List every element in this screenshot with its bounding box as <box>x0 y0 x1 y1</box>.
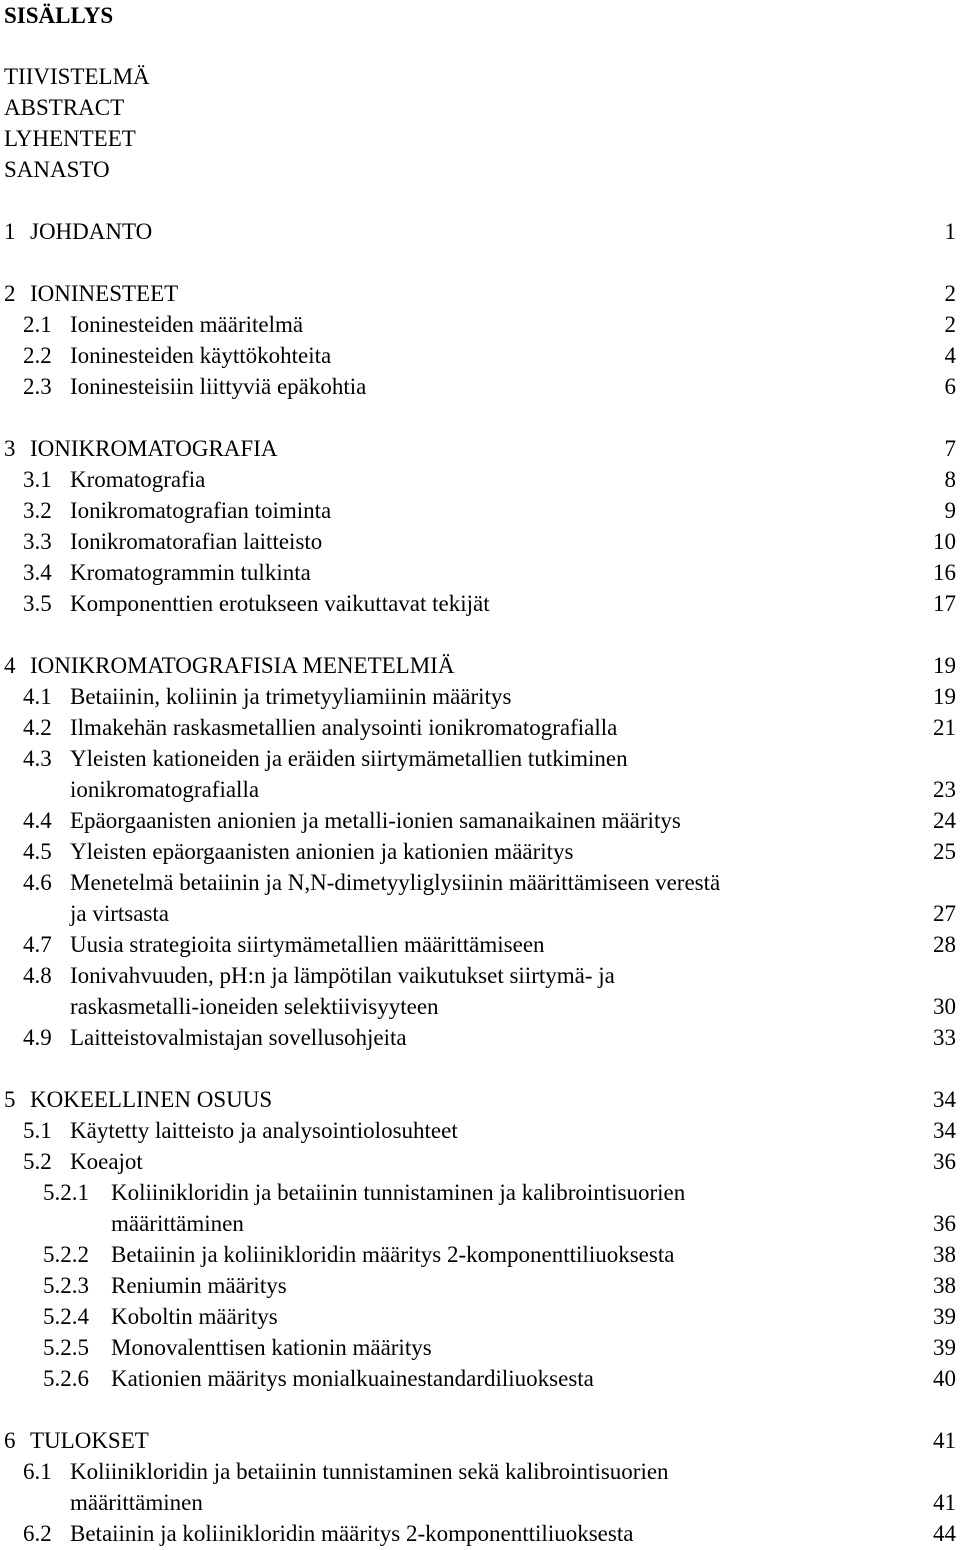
toc-subsection: 5.2.4 Koboltin määritys 39 <box>43 1304 956 1329</box>
toc-section: 4.2 Ilmakehän raskasmetallien analysointi ionikromatografialla 21 <box>23 715 956 740</box>
toc-chapter: 2 IONINESTEET 2 <box>4 281 956 306</box>
toc-chapter: 6 TULOKSET 41 <box>4 1428 956 1453</box>
toc-section-continuation: määrittäminen 41 <box>70 1490 956 1515</box>
toc-section: 2.2 Ioninesteiden käyttökohteita 4 <box>23 343 956 368</box>
toc-section: 3.4 Kromatogrammin tulkinta 16 <box>23 560 956 585</box>
toc-subsection: 5.2.3 Reniumin määritys 38 <box>43 1273 956 1298</box>
toc-section: 4.8 Ionivahvuuden, pH:n ja lämpötilan vaikutukset siirtymä- ja <box>23 963 615 988</box>
toc-section: 3.1 Kromatografia 8 <box>23 467 956 492</box>
front-matter-item: TIIVISTELMÄ <box>4 64 150 89</box>
toc-subsection: 5.2.6 Kationien määritys monialkuainestandardiliuoksesta 40 <box>43 1366 956 1391</box>
toc-chapter: 3 IONIKROMATOGRAFIA 7 <box>4 436 956 461</box>
toc-subsection: 5.2.2 Betaiinin ja koliinikloridin määritys 2-komponenttiliuoksesta 38 <box>43 1242 956 1267</box>
toc-subsection-continuation: määrittäminen 36 <box>111 1211 956 1236</box>
toc-section: 5.2 Koeajot 36 <box>23 1149 956 1174</box>
toc-section: 4.7 Uusia strategioita siirtymämetallien määrittämiseen 28 <box>23 932 956 957</box>
front-matter-item: ABSTRACT <box>4 95 125 120</box>
toc-section: 6.2 Betaiinin ja koliinikloridin määritys 2-komponenttiliuoksesta 44 <box>23 1521 956 1546</box>
toc-section-continuation: ja virtsasta 27 <box>70 901 956 926</box>
toc-section: 3.2 Ionikromatografian toiminta 9 <box>23 498 956 523</box>
toc-chapter: 1 JOHDANTO 1 <box>4 219 956 244</box>
toc-section: 5.1 Käytetty laitteisto ja analysointiolosuhteet 34 <box>23 1118 956 1143</box>
toc-section-continuation: raskasmetalli-ioneiden selektiivisyyteen 30 <box>70 994 956 1019</box>
toc-section: 4.3 Yleisten kationeiden ja eräiden siirtymämetallien tutkiminen <box>23 746 628 771</box>
toc-section: 3.5 Komponenttien erotukseen vaikuttavat tekijät 17 <box>23 591 956 616</box>
page-title: SISÄLLYS <box>4 3 114 28</box>
toc-section: 4.6 Menetelmä betaiinin ja N,N-dimetyyliglysiinin määrittämiseen verestä <box>23 870 721 895</box>
front-matter-item: SANASTO <box>4 157 110 182</box>
toc-section: 4.9 Laitteistovalmistajan sovellusohjeita 33 <box>23 1025 956 1050</box>
toc-section: 4.5 Yleisten epäorgaanisten anionien ja kationien määritys 25 <box>23 839 956 864</box>
toc-section: 6.1 Koliinikloridin ja betaiinin tunnistaminen sekä kalibrointisuorien <box>23 1459 669 1484</box>
toc-chapter: 4 IONIKROMATOGRAFISIA MENETELMIÄ 19 <box>4 653 956 678</box>
toc-section: 4.1 Betaiinin, koliinin ja trimetyyliamiinin määritys 19 <box>23 684 956 709</box>
front-matter-item: LYHENTEET <box>4 126 136 151</box>
toc-chapter: 5 KOKEELLINEN OSUUS 34 <box>4 1087 956 1112</box>
toc-section: 2.1 Ioninesteiden määritelmä 2 <box>23 312 956 337</box>
toc-section-continuation: ionikromatografialla 23 <box>70 777 956 802</box>
toc-subsection: 5.2.1 Koliinikloridin ja betaiinin tunnistaminen ja kalibrointisuorien <box>43 1180 686 1205</box>
toc-subsection: 5.2.5 Monovalenttisen kationin määritys 39 <box>43 1335 956 1360</box>
toc-section: 3.3 Ionikromatorafian laitteisto 10 <box>23 529 956 554</box>
toc-section: 4.4 Epäorgaanisten anionien ja metalli-ionien samanaikainen määritys 24 <box>23 808 956 833</box>
toc-section: 2.3 Ioninesteisiin liittyviä epäkohtia 6 <box>23 374 956 399</box>
